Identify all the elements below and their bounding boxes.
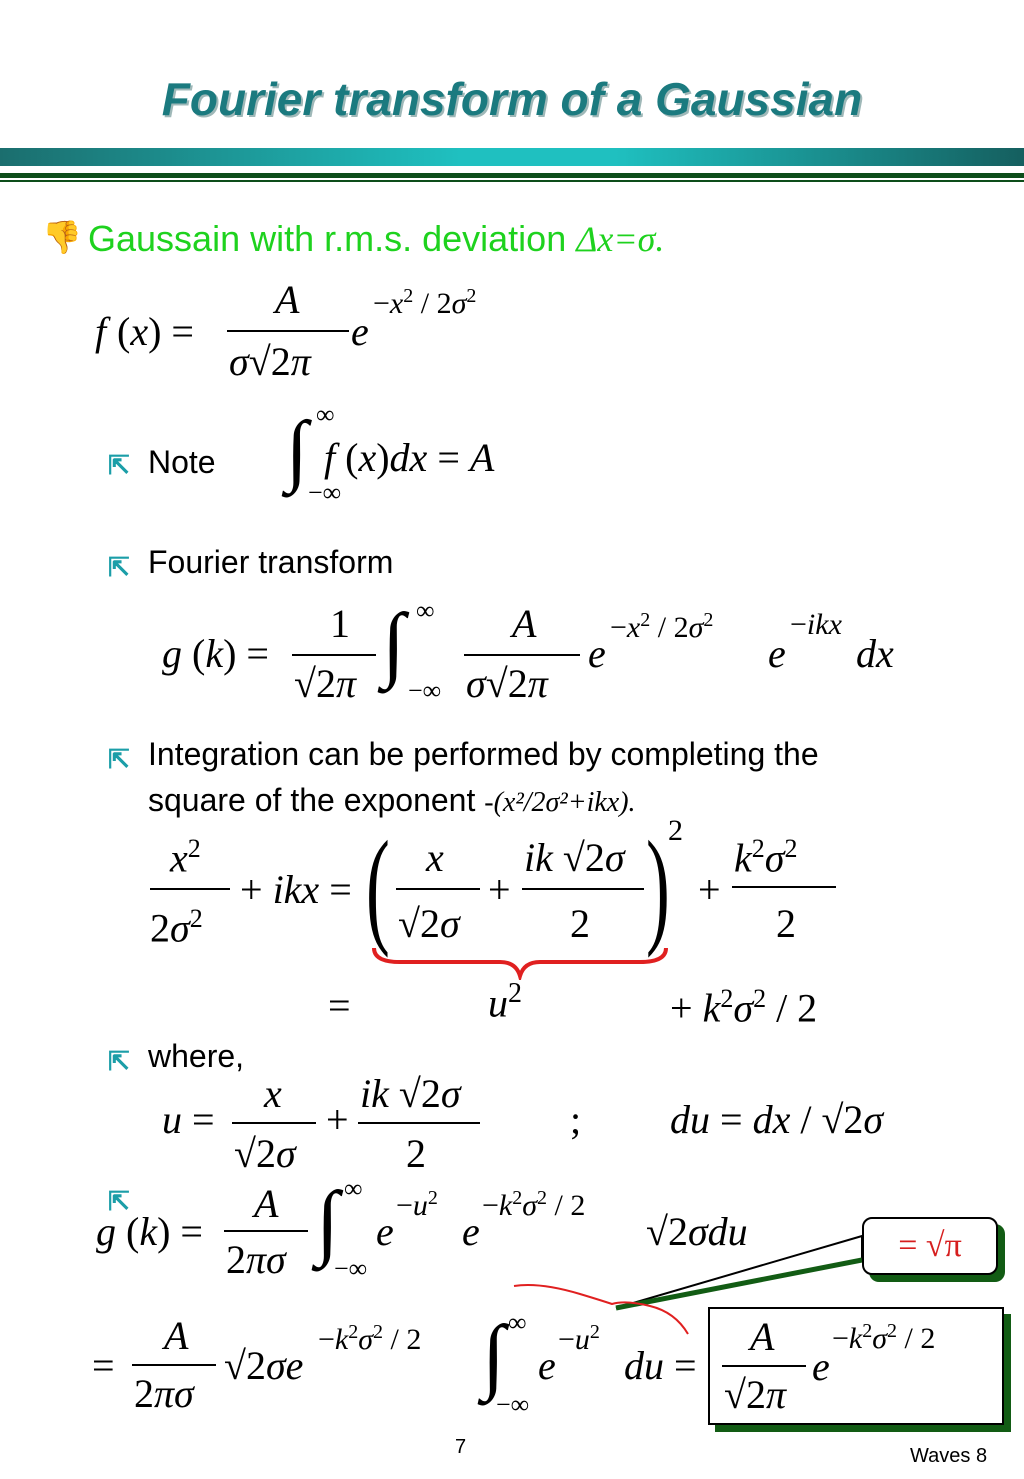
arrow-up-left-icon: ⇱ (108, 450, 130, 480)
page-number: 7 (455, 1436, 467, 1458)
result-box: A √2π e $-k^2\sigma^2 / 2$ (708, 1307, 1004, 1425)
callout-sqrt-pi: = √π (862, 1217, 998, 1275)
footer-label: Waves 8 (910, 1445, 988, 1467)
main-bullet (88, 218, 664, 260)
slide-title: Fourier transform of a Gaussian (161, 73, 863, 125)
equation-complete-square: $x^2$ $2\sigma^2$ + ikx = ( x √2σ + ik √2σ 2 ) 2 + $k^2\sigma^2$ 2 = $u^2$ + $k^2\sigma^2 / 2$ (148, 822, 848, 1052)
subbullet-note: Note (148, 444, 216, 480)
line2-text: square of the exponent (148, 782, 485, 818)
title-rule-gradient (0, 148, 1024, 166)
equation-gaussian: f (x) = A σ√2π e $-x^2 / 2\sigma^2$ (95, 277, 477, 384)
line2-math: -(x²/2σ²+ikx). (484, 787, 636, 818)
subbullet-fourier: Fourier transform (148, 544, 394, 580)
main-bullet-text: Gaussain with r.m.s. deviation (88, 218, 577, 259)
equation-normalization: ∫ ∞ −∞ f (x)dx = A (286, 400, 495, 507)
underbrace (370, 940, 670, 980)
arrow-up-left-icon: ⇱ (108, 744, 130, 774)
arrow-up-left-icon: ⇱ (108, 1046, 130, 1076)
equation-gk-substituted: g (k) = A 2πσ ∫ ∞ −∞ e $-u^2$ e $-k^2\sigma^2 / 2$ √2σdu (96, 1174, 748, 1283)
main-bullet-math: Δx=σ. (576, 219, 665, 259)
arrow-up-left-icon: ⇱ (108, 552, 130, 582)
title-rule-thin (0, 180, 1024, 182)
arrow-up-left-icon: ⇱ (108, 1186, 130, 1216)
subbullet-where: where, (148, 1038, 245, 1074)
equation-gk-final: = A 2πσ √2σe $-k^2\sigma^2 / 2$ ∫ ∞ −∞ e $-u^2$ du = (92, 1308, 697, 1419)
title-rule-dark (0, 173, 1024, 178)
equation-fourier-transform: g (k) = 1 √2π ∫ ∞ −∞ A σ√2π e $-x^2 / 2\sigma^2$ e −ikx dx (162, 596, 894, 706)
equation-u-definition: u = x √2σ + ik √2σ 2 ; du = dx / √2σ (162, 1071, 884, 1176)
subbullet-integration-line2 (148, 782, 636, 819)
pointing-hand-icon: 👎 (42, 219, 82, 255)
subbullet-integration: Integration can be performed by completing the (148, 736, 819, 772)
